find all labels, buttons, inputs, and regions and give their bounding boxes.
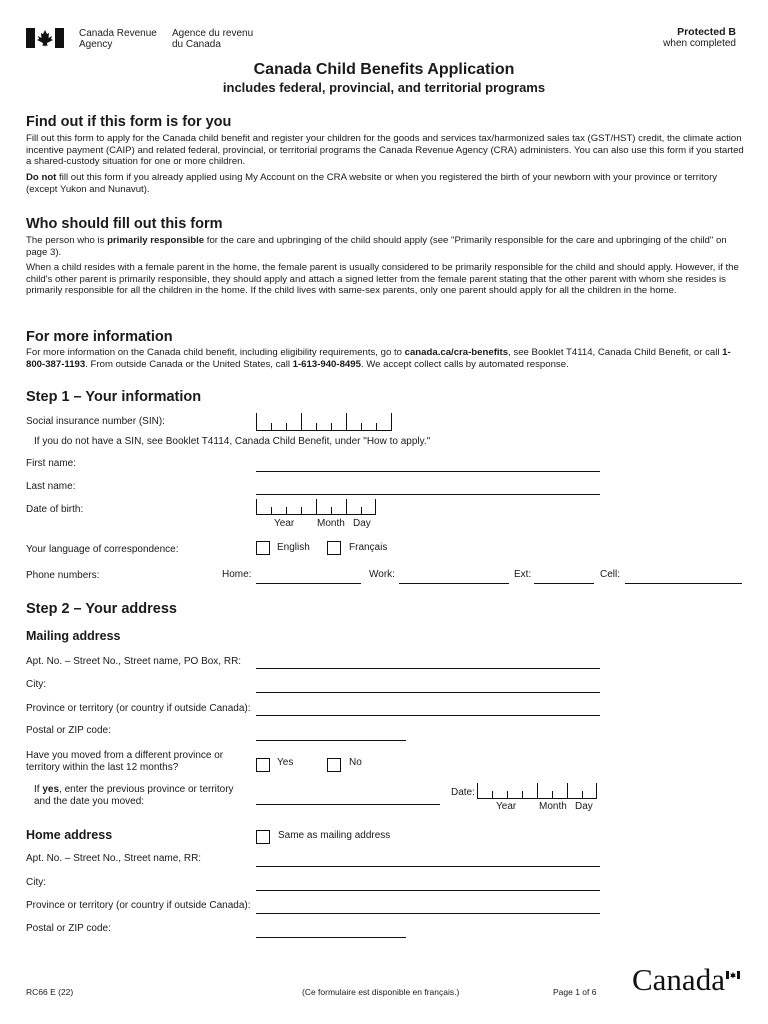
cell-phone-input[interactable] (625, 583, 742, 584)
language-label: Your language of correspondence: (26, 544, 179, 555)
home-address-heading: Home address (26, 828, 113, 842)
step2-heading: Step 2 – Your address (26, 601, 177, 617)
who-paragraph-2: When a child resides with a female parent in the home, the female parent is usually considered to be primarily responsible for the child and should apply. However, if the child's other parent is primarily responsible, they should apply and attach a signed letter from the female parent stating that the other parent with whom she resides is primarily responsible for all the children in the home. If the child lives with same-sex parents, only one parent should apply for all the children in the home. (26, 262, 739, 296)
dob-field[interactable] (256, 499, 376, 515)
home-phone-input[interactable] (256, 583, 361, 584)
moved-question: Have you moved from a different province or territory within the last 12 months? (26, 750, 224, 773)
moved-yes-label: Yes (277, 757, 294, 768)
first-name-input[interactable] (256, 471, 600, 472)
find-out-paragraph: Fill out this form to apply for the Canada child benefit and register your children for the goods and services tax/harmonized sales tax (GST/HST) credit, the climate action incentive payment (CAIP) and related federal, provincial, or territorial programs the Canada Revenue Agency (CRA) administers. You can also use this form if you started a shared-custody situation for one or more children. (26, 133, 744, 167)
do-not-paragraph: Do not fill out this form if you already applied using My Account on the CRA website or when you registered the birth of your newborn with your province or territory (except Yukon and Nunavut). (26, 172, 718, 195)
form-subtitle: includes federal, provincial, and territorial programs (222, 80, 546, 95)
who-paragraph-1: The person who is primarily responsible for the care and upbringing of the child should apply (see "Primarily responsible for the care and upbringing of the child" on page 3). (26, 235, 727, 258)
mailing-apt-label: Apt. No. – Street No., Street name, PO Box, RR: (26, 656, 242, 667)
sin-label: Social insurance number (SIN): (26, 416, 165, 427)
home-phone-label: Home: (222, 569, 252, 580)
moved-month-label: Month (539, 801, 567, 812)
home-city-label: City: (26, 877, 46, 888)
english-label: English (277, 542, 310, 553)
mailing-city-label: City: (26, 679, 46, 690)
phone-numbers-label: Phone numbers: (26, 570, 100, 581)
sin-field[interactable] (256, 413, 392, 431)
home-postal-input[interactable] (256, 937, 406, 938)
form-title: Canada Child Benefits Application (253, 61, 515, 78)
sin-note: If you do not have a SIN, see Booklet T4114, Canada Child Benefit, under "How to apply." (34, 436, 431, 447)
dob-month-label: Month (317, 518, 345, 529)
more-info-paragraph: For more information on the Canada child benefit, including eligibility requirements, go to canada.ca/cra-benefits, see Booklet T4114, Canada Child Benefit, or call 1-800-387-1193. From outside Canada or the United States, call 1-613-940-8495. We accept collect calls by automated response. (26, 347, 731, 370)
previous-province-input[interactable] (256, 804, 440, 805)
first-name-label: First name: (26, 458, 77, 469)
same-as-mailing-checkbox[interactable] (256, 830, 270, 844)
form-identifier: RC66 E (22) (26, 987, 74, 997)
agency-name-fr: Agence du revenu du Canada (172, 28, 254, 50)
moved-date-label: Date: (451, 787, 475, 798)
moved-year-label: Year (496, 801, 517, 812)
canada-wordmark: Canada (632, 962, 725, 997)
section-heading-who: Who should fill out this form (26, 216, 223, 232)
wordmark-flag-icon (726, 966, 740, 974)
home-province-input[interactable] (256, 913, 600, 914)
mailing-province-label: Province or territory (or country if outside Canada): (26, 703, 251, 714)
mailing-city-input[interactable] (256, 692, 600, 693)
same-as-mailing-label: Same as mailing address (278, 830, 391, 841)
francais-checkbox[interactable] (327, 541, 341, 555)
dob-day-label: Day (353, 518, 371, 529)
mailing-province-input[interactable] (256, 715, 600, 716)
last-name-input[interactable] (256, 494, 600, 495)
english-checkbox[interactable] (256, 541, 270, 555)
step1-heading: Step 1 – Your information (26, 389, 202, 405)
mailing-street-input[interactable] (256, 668, 600, 669)
mailing-address-heading: Mailing address (26, 629, 121, 643)
home-province-label: Province or territory (or country if outside Canada): (26, 900, 251, 911)
francais-label: Français (349, 542, 388, 553)
ext-label: Ext: (514, 569, 532, 580)
home-postal-label: Postal or ZIP code: (26, 923, 111, 934)
mailing-postal-label: Postal or ZIP code: (26, 725, 111, 736)
agency-name-en: Canada Revenue Agency (79, 28, 157, 50)
french-availability-note: (Ce formulaire est disponible en français.) (302, 987, 460, 997)
section-heading-find-out: Find out if this form is for you (26, 114, 232, 130)
moved-day-label: Day (575, 801, 593, 812)
protected-label: Protected B when completed (663, 26, 736, 49)
canada-flag-icon (26, 28, 64, 48)
moved-no-checkbox[interactable] (327, 758, 341, 772)
page-number: Page 1 of 6 (553, 987, 597, 997)
moved-no-label: No (349, 757, 362, 768)
home-street-input[interactable] (256, 866, 600, 867)
ext-input[interactable] (534, 583, 594, 584)
last-name-label: Last name: (26, 481, 76, 492)
dob-label: Date of birth: (26, 504, 84, 515)
mailing-postal-input[interactable] (256, 740, 406, 741)
moved-date-field[interactable] (477, 783, 597, 799)
dob-year-label: Year (274, 518, 295, 529)
work-phone-input[interactable] (399, 583, 509, 584)
previous-province-label: If yes, enter the previous province or territory and the date you moved: (34, 784, 234, 807)
section-heading-more-info: For more information (26, 329, 173, 345)
moved-yes-checkbox[interactable] (256, 758, 270, 772)
cell-phone-label: Cell: (600, 569, 621, 580)
work-phone-label: Work: (369, 569, 395, 580)
cra-benefits-link[interactable]: canada.ca/cra-benefits (404, 347, 509, 358)
home-city-input[interactable] (256, 890, 600, 891)
home-apt-label: Apt. No. – Street No., Street name, RR: (26, 853, 202, 864)
